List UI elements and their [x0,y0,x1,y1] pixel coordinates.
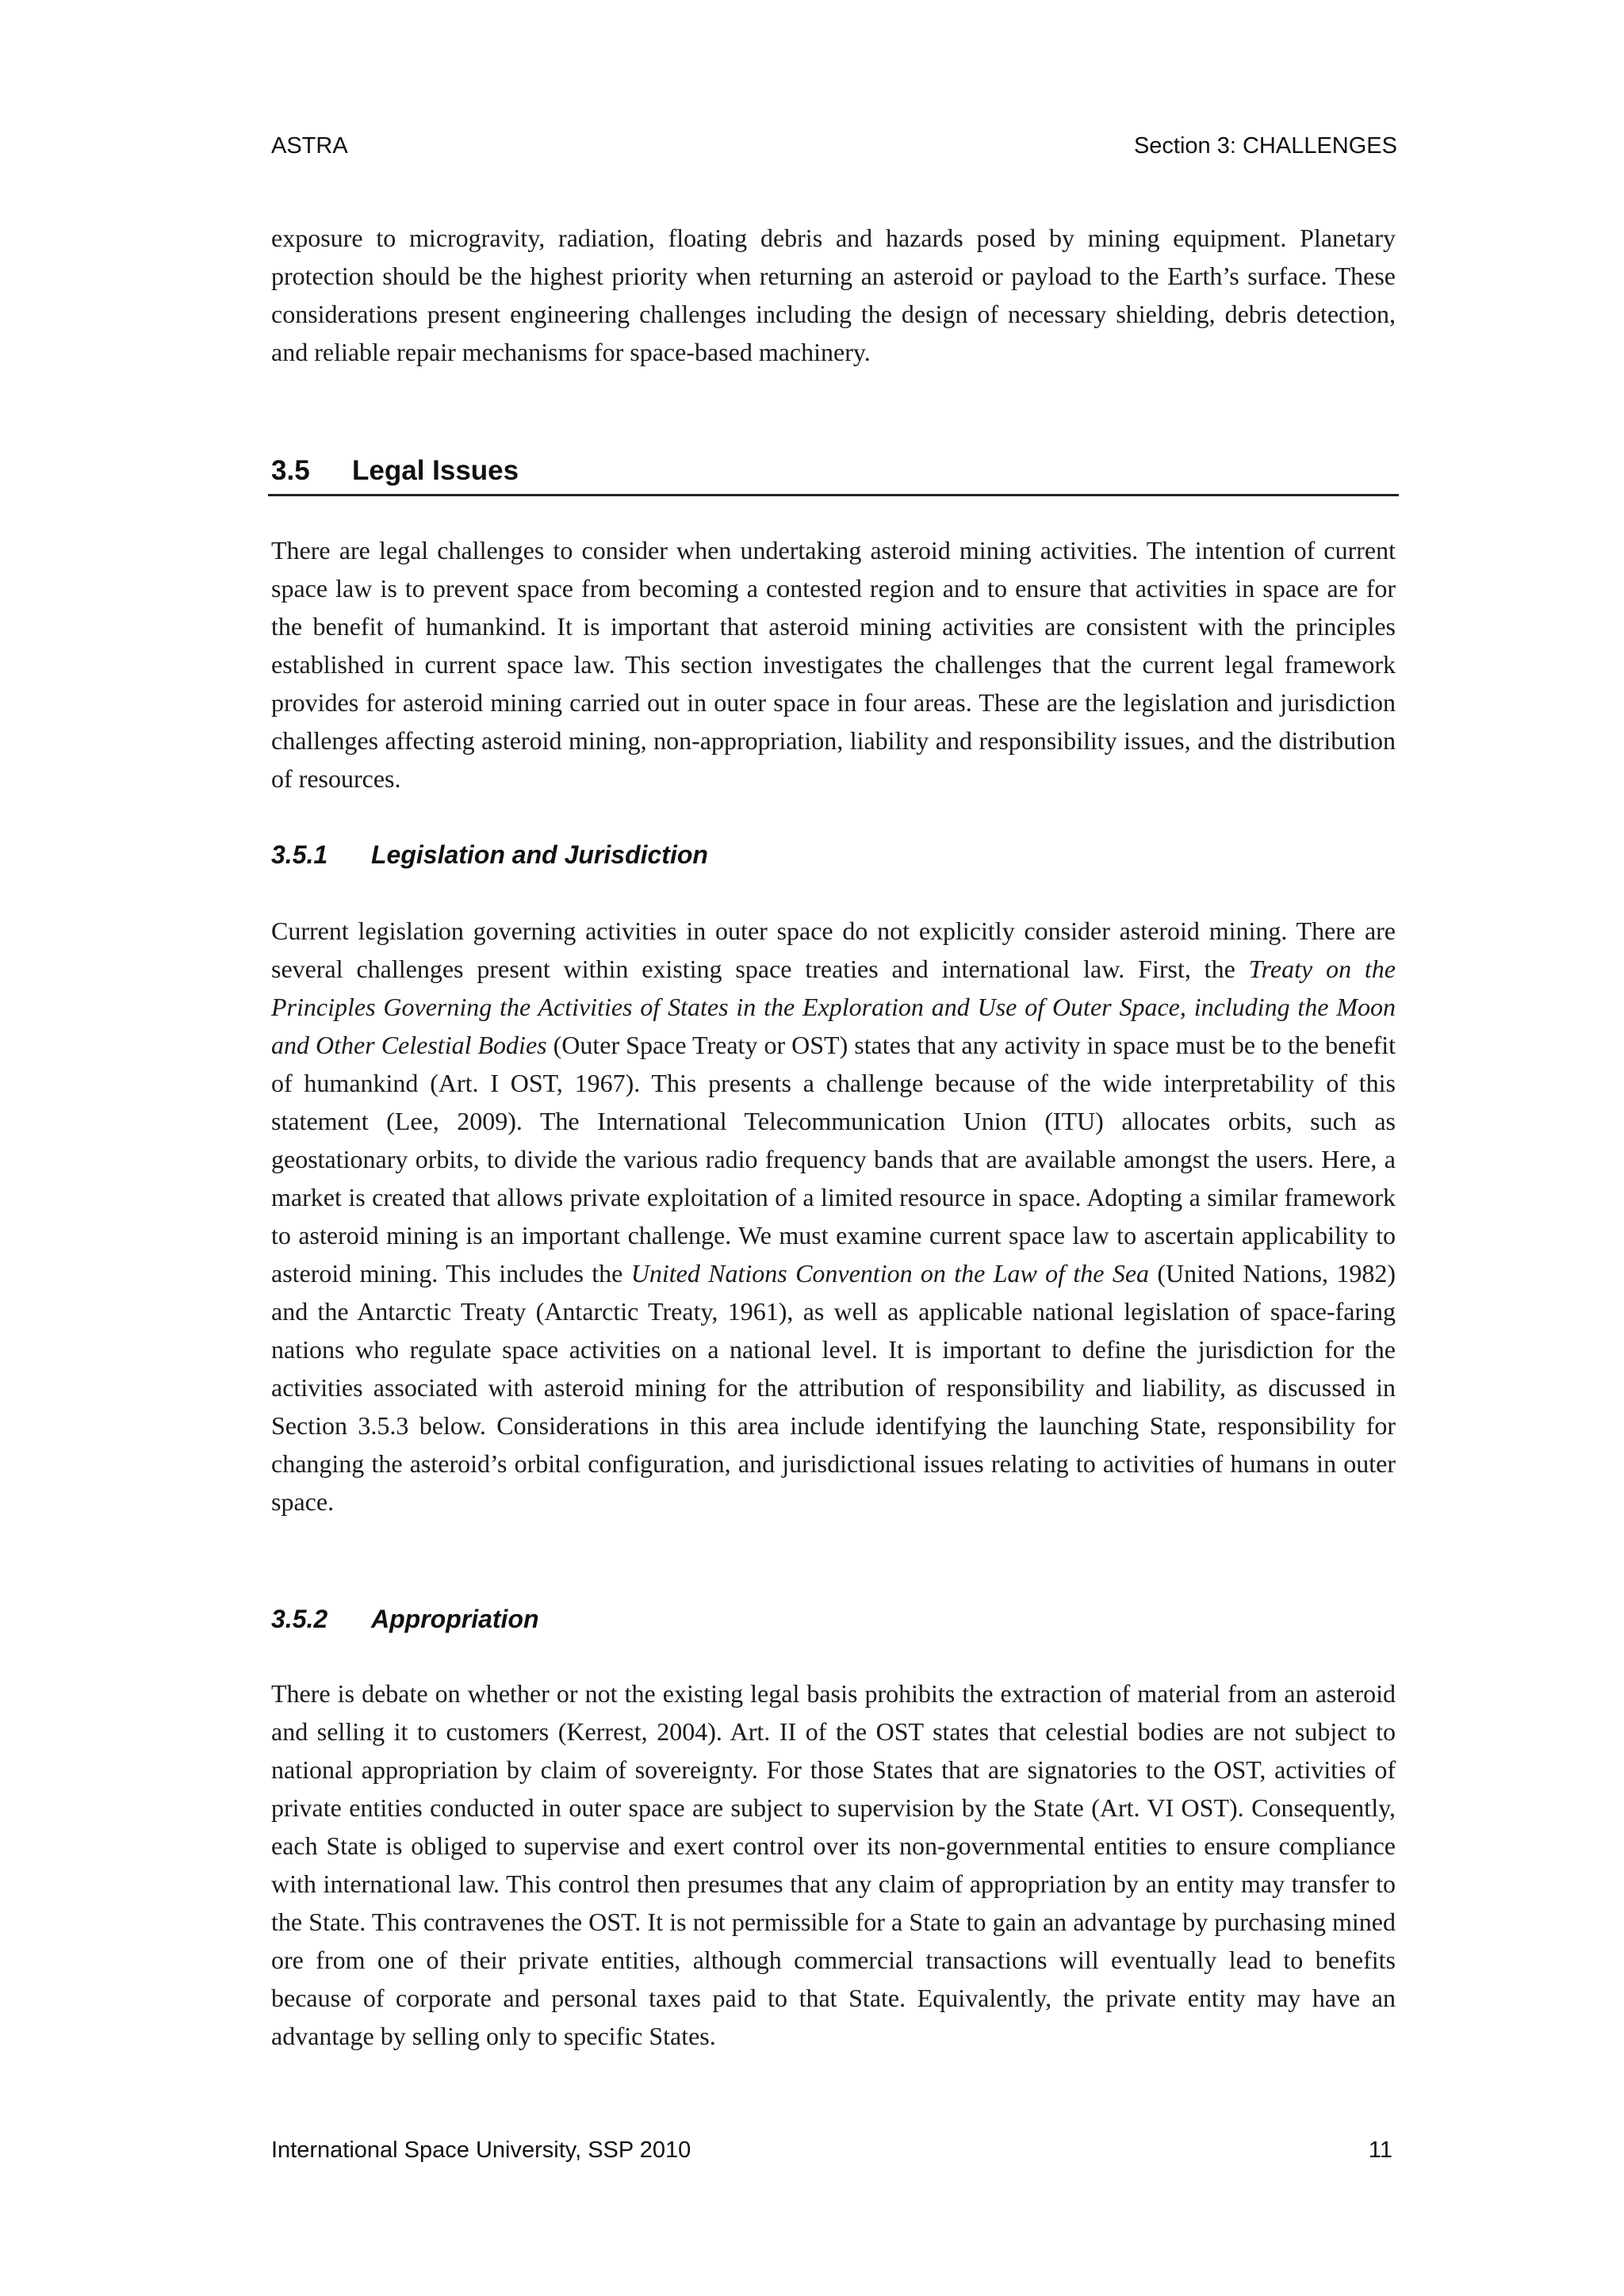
page-header [271,133,1397,159]
unclos-title: United Nations Convention on the Law of the Sea [630,1259,1150,1288]
header-section: Section 3: CHALLENGES [1133,133,1397,159]
subsection-title: Legislation and Jurisdiction [371,840,708,869]
legislation-text-a: Current legislation governing activities in outer space do not explicitly consider asteroid mining. There are several challenges present within existing space treaties and international law. First, the [271,916,1396,983]
intro-block [271,219,1396,371]
subsection-title: Appropriation [371,1605,539,1633]
subsection-heading-3-5-1 [271,840,708,870]
page-number: 11 [1368,2137,1392,2163]
legislation-text-c: (United Nations, 1982) and the Antarctic Treaty (Antarctic Treaty, 1961), as well as applicable national legislation of space-faring nations who regulate space activities on a national level. It is important to define the jurisdiction for the activities associated with asteroid mining for the attribution of responsibility and liability, as discussed in Section 3.5.3 below. Considerations in this area include identifying the launching State, responsibility for changing the asteroid’s orbital configuration, and jurisdictional issues relating to activities of humans in outer space. [271,1259,1396,1516]
page-footer [271,2137,1392,2164]
legislation-paragraph [271,912,1396,1521]
section-title: Legal Issues [352,455,519,486]
legislation-text-b: (Outer Space Treaty or OST) states that any activity in space must be to the benefit of humankind (Art. I OST, 1967). This presents a challenge because of the wide interpretability of this statement (Lee, 2009). The International Telecommunication Union (ITU) allocates orbits, such as geostationary orbits, to divide the various radio frequency bands that are available amongst the users. Here, a market is created that allows private exploitation of a limited resource in space. Adopting a similar framework to asteroid mining is an important challenge. We must examine current space law to ascertain applicability to asteroid mining. This includes the [271,1031,1396,1288]
section-number: 3.5 [271,455,310,486]
legislation-block [271,912,1396,1521]
appropriation-paragraph: There is debate on whether or not the existing legal basis prohibits the extraction of material from an asteroid and selling it to customers (Kerrest, 2004). Art. II of the OST states that celestial bodies are not subject to national appropriation by claim of sovereignty. For those States that are signatories to the OST, activities of private entities conducted in outer space are subject to supervision by the State (Art. VI OST). Consequently, each State is obliged to supervise and exert control over its non-governmental entities to ensure compliance with international law. This control then presumes that any claim of appropriation by an entity may transfer to the State. This contravenes the OST. It is not permissible for a State to gain an advantage by purchasing mined ore from one of their private entities, although commercial transactions will eventually lead to benefits because of corporate and personal taxes paid to that State. Equivalently, the private entity may have an advantage by selling only to specific States. [271,1679,1396,2050]
legal-issues-paragraph: There are legal challenges to consider when undertaking asteroid mining activities. The intention of current space law is to prevent space from becoming a contested region and to ensure that activities in space are for the benefit of humankind. It is important that asteroid mining activities are consistent with the principles established in current space law. This section investigates the challenges that the current legal framework provides for asteroid mining carried out in outer space in four areas. These are the legislation and jurisdiction challenges affecting asteroid mining, non-appropriation, liability and responsibility issues, and the distribution of resources. [271,536,1396,793]
subsection-number: 3.5.2 [271,1605,328,1633]
appropriation-block [271,1674,1396,2055]
header-title: ASTRA [271,133,348,159]
subsection-heading-3-5-2 [271,1605,539,1634]
subsection-number: 3.5.1 [271,840,328,869]
legal-issues-block [271,531,1396,798]
outer-space-treaty-title: Treaty on the Principles Governing the Activities of States in the Exploration and Use of Outer Space, including the Moon and Other Celestial Bodies [271,955,1396,1059]
section-heading-3-5 [268,455,1399,496]
intro-paragraph: exposure to microgravity, radiation, floating debris and hazards posed by mining equipment. Planetary protection should be the highest priority when returning an asteroid or payload to the Earth’s surface. These considerations present engineering challenges including the design of necessary shielding, debris detection, and reliable repair mechanisms for space-based machinery. [271,224,1396,366]
footer-source: International Space University, SSP 2010 [271,2137,691,2163]
